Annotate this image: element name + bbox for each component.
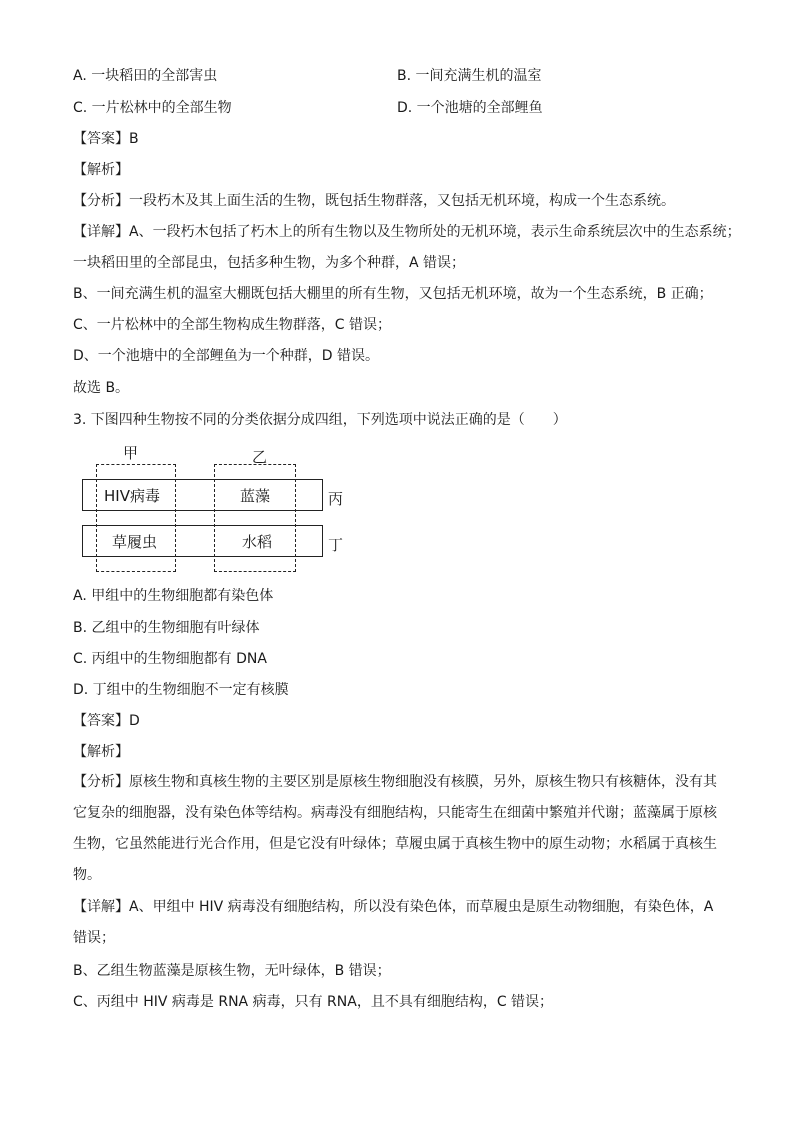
option-c: C. 一片松林中的全部生物 (73, 100, 232, 116)
option-d: D. 一个池塘的全部鲤鱼 (397, 100, 543, 116)
q3-analysis-tag: 【分析】 (73, 774, 129, 790)
q3-analysis-text (73, 767, 723, 891)
label-yi: 乙 (252, 448, 268, 466)
detail-text (73, 222, 741, 242)
detail-d: D、一个池塘中的全部鲤鱼为一个种群，D 错误。 (73, 348, 380, 364)
option-a: A. 一块稻田的全部害虫 (73, 68, 218, 84)
q3-detail-c: C、丙组中 HIV 病毒是 RNA 病毒，只有 RNA，且不具有细胞结构，C 错误； (73, 994, 554, 1010)
q3-option-d: D. 丁组中的生物细胞不一定有核膜 (73, 682, 289, 698)
q3-analysis-body: 原核生物和真核生物的主要区别是原核生物细胞没有核膜，另外，原核生物只有核糖体，没有其它复杂的细胞器，没有染色体等结构。病毒没有细胞结构，只能寄生在细菌中繁殖并代谢；蓝藻属于原核生物，它虽然能进行光合作用，但是它没有叶绿体；草履虫属于真核生物中的原生动物；水稻属于真核生物。 (73, 774, 717, 883)
analysis-tag: 【分析】 (73, 193, 129, 209)
label-ding: 丁 (328, 536, 344, 554)
detail-b: B、一间充满生机的温室大棚既包括大棚里的所有生物，又包括无机环境，故为一个生态系统，B 正确； (73, 286, 713, 302)
q3-detail-text (73, 892, 723, 954)
detail-text-cont: 一块稻田里的全部昆虫，包括多种生物，为多个种群，A 错误； (73, 255, 466, 271)
q3-analysis-heading: 【解析】 (73, 744, 129, 760)
cell-hiv: HIV病毒 (104, 487, 160, 505)
cell-shuidao: 水稻 (242, 533, 273, 551)
cell-lanzao: 蓝藻 (240, 487, 271, 505)
q3-detail-body: A、甲组中 HIV 病毒没有细胞结构，所以没有染色体，而草履虫是原生动物细胞，有染色体，A 错误； (73, 899, 714, 946)
label-bing: 丙 (328, 490, 344, 508)
analysis-body: 一段朽木及其上面生活的生物，既包括生物群落，又包括无机环境，构成一个生态系统。 (129, 193, 675, 209)
q3-option-a: A. 甲组中的生物细胞都有染色体 (73, 588, 274, 604)
q3-answer: 【答案】D (73, 713, 140, 729)
detail-body: A、一段朽木包括了朽木上的所有生物以及生物所处的无机环境，表示生命系统层次中的生态系统； (129, 224, 741, 240)
analysis-text (73, 191, 675, 211)
detail-tag: 【详解】 (73, 224, 129, 240)
classification-diagram (82, 440, 362, 580)
analysis-heading: 【解析】 (73, 162, 129, 178)
q3-detail-tag: 【详解】 (73, 899, 129, 915)
conclusion: 故选 B。 (73, 380, 130, 396)
label-jia: 甲 (123, 444, 139, 462)
q3-option-b: B. 乙组中的生物细胞有叶绿体 (73, 620, 260, 636)
q3-option-c: C. 丙组中的生物细胞都有 DNA (73, 651, 267, 667)
q3-detail-b: B、乙组生物蓝藻是原核生物，无叶绿体，B 错误； (73, 963, 391, 979)
detail-c: C、一片松林中的全部生物构成生物群落，C 错误； (73, 317, 391, 333)
cell-caolvchong: 草履虫 (112, 533, 158, 551)
question-3-stem: 3. 下图四种生物按不同的分类依据分成四组，下列选项中说法正确的是（ ） (73, 412, 567, 428)
answer: 【答案】B (73, 131, 139, 147)
option-b: B. 一间充满生机的温室 (397, 68, 542, 84)
